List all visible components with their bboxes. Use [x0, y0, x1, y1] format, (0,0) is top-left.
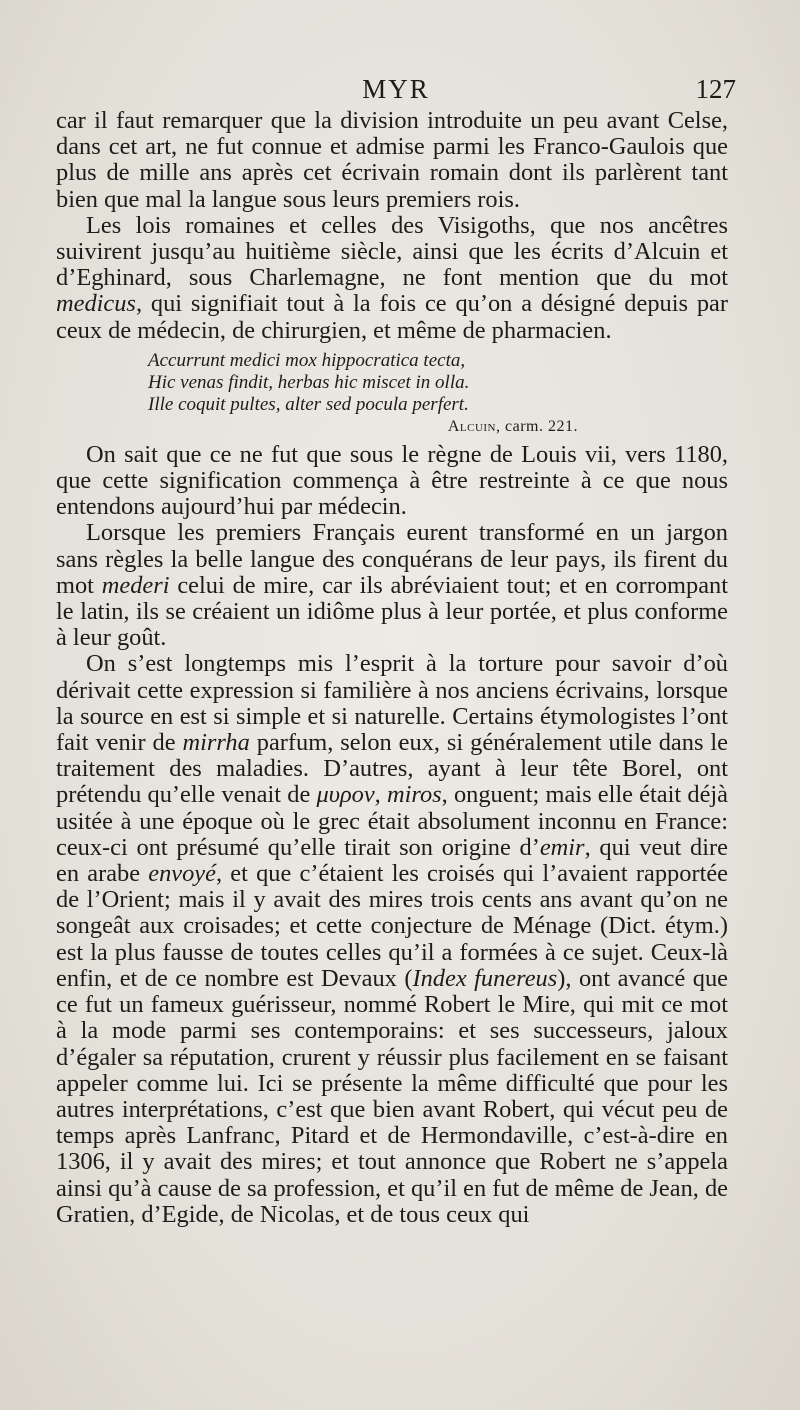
page-header	[56, 74, 736, 108]
italic-word-medicus: medicus	[56, 290, 136, 318]
italic-word-envoye: envoyé	[148, 860, 216, 888]
paragraph-5-text-c: , onguent; mais elle était déjà usitée à une époque où le grec était absolument inconnu en France: ceux-ci ont présumé qu’elle tirait son origine d’	[56, 781, 728, 861]
verse-citation	[148, 416, 728, 438]
verse-line: Ille coquit pultes, alter sed pocula perfert.	[148, 393, 469, 415]
paragraph-5	[56, 651, 728, 1227]
body-text	[56, 108, 728, 1228]
citation-reference: , carm. 221.	[496, 417, 578, 435]
paragraph-1: car il faut remarquer que la division introduite un peu avant Celse, dans cet art, ne fut connue et admise parmi les Franco-Gaulois que plus de mille ans après cet écrivain romain dont ils parlèrent tant bien que mal la langue sous leurs premiers rois.	[56, 107, 728, 213]
running-head: MYR	[362, 74, 430, 104]
italic-title-index-funereus: Index funereus	[412, 964, 558, 992]
paragraph-4	[56, 520, 728, 651]
italic-word-mirrha: mirrha	[182, 729, 250, 757]
paragraph-2-text-a: Les lois romaines et celles des Visigoths, que nos ancêtres suivirent jusqu’au huitième siècle, ainsi que les écrits d’Alcuin et d’Eghinard, sous Charlemagne, ne font mention que du mot	[56, 211, 728, 292]
paragraph-5-text-a: On s’est longtemps mis l’esprit à la torture pour savoir d’où dérivait cette expression si familière à nos anciens écrivains, lorsque la source en est si simple et si naturelle. Certains étymologistes l’ont fait venir de	[56, 650, 728, 757]
paragraph-5-text-b: parfum, selon eux, si généralement utile dans le traitement des maladies. D’autres, ayant à leur tête Borel, ont prétendu qu’elle venait de	[56, 729, 728, 809]
paragraph-4-text-a: Lorsque les premiers Français eurent transformé en un jargon sans règles la belle langue des conquérans de leur pays, ils firent du mot	[56, 519, 728, 599]
verse-quotation	[56, 350, 728, 438]
page-number: 127	[695, 74, 736, 104]
verse-line: Hic venas findit, herbas hic miscet in olla.	[148, 371, 470, 393]
paragraph-4-text-b: celui de mire, car ils abréviaient tout; et en corrompant le latin, ils se créaient un idiôme plus à leur portée, et plus conforme à leur goût.	[56, 571, 728, 652]
paragraph-2-text-b: , qui signifiait tout à la fois ce qu’on a désigné depuis par ceux de médecin, de chirurgien, et même de pharmacien.	[56, 290, 728, 344]
paragraph-5-text-f: ), ont avancé que ce fut un fameux guérisseur, nommé Robert le Mire, qui mit ce mot à la mode parmi ses contemporains: et ses successeurs, jaloux d’égaler sa réputation, crurent y réussir plus facilement en se faisant appeler comme lui. Ici se présente la même difficulté que pour les autres interprétations, c’est que bien avant Robert, qui vécut peu de temps après Lanfranc, Pitard et de Hermondaville, c’est-à-dire en 1306, il y avait des mires; et tout annonce que Robert ne s’appela ainsi qu’à cause de sa profession, et qu’il en fut de même de Jean, de Gratien, d’Egide, de Nicolas, et de tous ceux qui	[56, 964, 728, 1228]
paragraph-5-text-e: , et que c’étaient les croisés qui l’avaient rapportée de l’Orient; mais il y avait des mires trois cents ans avant qu’on ne songeât aux croisades; et cette conjecture de Ménage (Dict. étym.) est la plus fausse de toutes celles qu’il a formées à ce sujet. Ceux-là enfin, et de ce nombre est Devaux (	[56, 860, 728, 992]
citation-author: Alcuin	[447, 417, 497, 435]
italic-word-mederi: mederi	[101, 571, 170, 599]
italic-word-miros: μυρον, miros	[316, 781, 442, 809]
paragraph-3: On sait que ce ne fut que sous le règne de Louis vii, vers 1180, que cette signification commença à être restreinte à ce que nous entendons aujourd’hui par médecin.	[56, 440, 728, 521]
italic-word-emir: emir	[539, 833, 585, 861]
paragraph-5-text-d: , qui veut dire en arabe	[56, 833, 728, 888]
paragraph-2	[56, 213, 728, 344]
verse-line: Accurrunt medici mox hippocratica tecta,	[148, 349, 466, 371]
